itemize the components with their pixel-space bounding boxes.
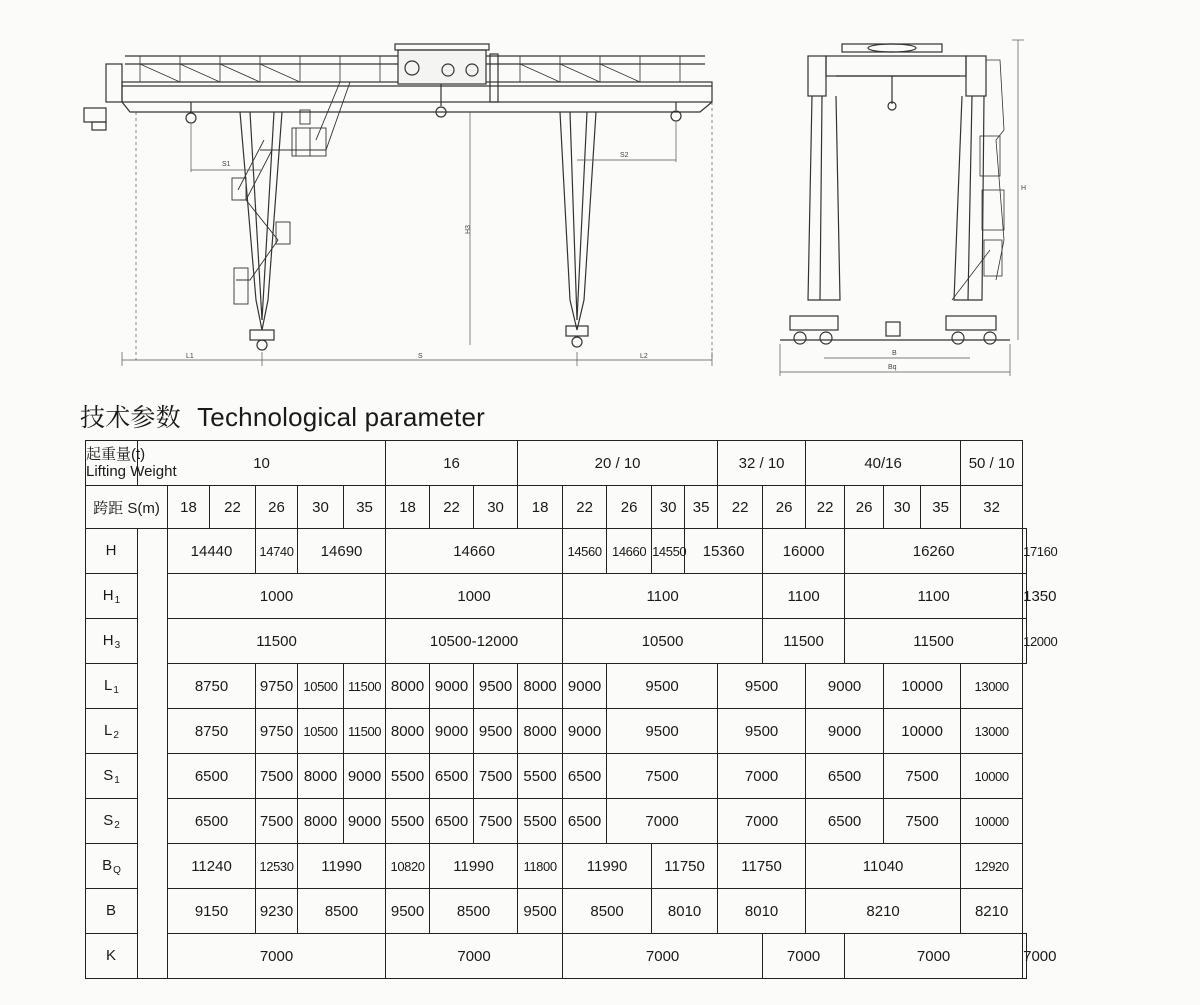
value-cell: 13000 <box>961 709 1023 754</box>
value-cell: 11990 <box>430 844 518 889</box>
value-cell: 10000 <box>884 709 961 754</box>
value-cell: 14440 <box>168 529 256 574</box>
lifting-weight-header <box>86 441 177 486</box>
value-cell: 11750 <box>652 844 718 889</box>
dim-s2-label: S2 <box>620 152 629 159</box>
value-cell: 6500 <box>806 799 884 844</box>
span-cell: 30 <box>298 486 344 529</box>
span-cell: 30 <box>652 486 685 529</box>
group-header: 50 / 10 <box>961 441 1023 486</box>
value-cell: 8500 <box>430 889 518 934</box>
value-cell: 1100 <box>763 574 845 619</box>
value-cell: 11990 <box>298 844 386 889</box>
span-cell: 32 <box>961 486 1023 529</box>
param-label: H <box>86 529 138 574</box>
table-row <box>86 754 1027 799</box>
value-cell: 1100 <box>563 574 763 619</box>
value-cell: 9500 <box>474 664 518 709</box>
table-row <box>86 709 1027 754</box>
span-cell: 22 <box>430 486 474 529</box>
span-cell: 22 <box>210 486 256 529</box>
param-label: $S_1$ <box>86 754 138 799</box>
span-cell: 35 <box>921 486 961 529</box>
value-cell: 9500 <box>718 664 806 709</box>
table-row <box>86 574 1027 619</box>
value-cell: 16260 <box>845 529 1023 574</box>
value-cell: 10500-12000 <box>386 619 563 664</box>
span-cell: 26 <box>763 486 806 529</box>
span-cell: 22 <box>718 486 763 529</box>
value-cell: 8210 <box>806 889 961 934</box>
value-cell: 8000 <box>518 664 563 709</box>
span-row <box>86 486 1027 529</box>
value-cell: 10820 <box>386 844 430 889</box>
value-cell: 7500 <box>884 754 961 799</box>
value-cell: 14660 <box>386 529 563 574</box>
dim-s-label: S <box>418 353 423 360</box>
value-cell: 8000 <box>298 754 344 799</box>
value-cell: 10000 <box>884 664 961 709</box>
value-cell: 12920 <box>961 844 1023 889</box>
span-cell: 18 <box>168 486 210 529</box>
table-row <box>86 844 1027 889</box>
value-cell: 9500 <box>386 889 430 934</box>
value-cell: 1100 <box>845 574 1023 619</box>
value-cell: 9750 <box>256 664 298 709</box>
value-cell: 16000 <box>763 529 845 574</box>
param-label: $L_2$ <box>86 709 138 754</box>
table-row <box>86 619 1027 664</box>
group-header: 10 <box>138 441 386 486</box>
group-header: 40/16 <box>806 441 961 486</box>
table-row <box>86 934 1027 979</box>
value-cell: 14660 <box>607 529 652 574</box>
value-cell: 7000 <box>763 934 845 979</box>
value-cell: 7500 <box>474 754 518 799</box>
group-header: 20 / 10 <box>518 441 718 486</box>
value-cell: 8500 <box>563 889 652 934</box>
value-cell: 8750 <box>168 709 256 754</box>
value-cell: 11500 <box>763 619 845 664</box>
value-cell: 7000 <box>607 799 718 844</box>
param-label: B <box>86 889 138 934</box>
value-cell: 5500 <box>386 754 430 799</box>
value-cell: 11500 <box>168 619 386 664</box>
value-cell: 14690 <box>298 529 386 574</box>
value-cell: 9500 <box>518 889 563 934</box>
param-label: $B_Q$ <box>86 844 138 889</box>
param-label: $H_1$ <box>86 574 138 619</box>
side-view <box>780 40 1026 376</box>
span-cell: 30 <box>884 486 921 529</box>
span-cell: 26 <box>607 486 652 529</box>
value-cell: 8010 <box>718 889 806 934</box>
value-cell: 9230 <box>256 889 298 934</box>
span-cell: 26 <box>256 486 298 529</box>
value-cell: 11040 <box>806 844 961 889</box>
value-cell: 9500 <box>474 709 518 754</box>
crane-drawing <box>0 0 1200 395</box>
param-label: $H_3$ <box>86 619 138 664</box>
parameter-table <box>85 440 1058 979</box>
value-cell: 8000 <box>386 664 430 709</box>
value-cell: 9000 <box>563 709 607 754</box>
value-cell: 9000 <box>806 664 884 709</box>
table-row <box>86 889 1027 934</box>
value-cell: 7500 <box>474 799 518 844</box>
value-cell: 11800 <box>518 844 563 889</box>
value-cell: 15360 <box>685 529 763 574</box>
value-cell: 9500 <box>607 664 718 709</box>
param-label: $S_2$ <box>86 799 138 844</box>
heading-zh: 技术参数 <box>80 403 181 432</box>
dim-s1-label: S1 <box>222 161 231 168</box>
value-cell: 10000 <box>961 754 1023 799</box>
group-header: 32 / 10 <box>718 441 806 486</box>
value-cell: 6500 <box>806 754 884 799</box>
lifting-weight-label-zh: 起重量(t) <box>86 446 146 463</box>
spacer-column <box>138 529 168 979</box>
value-cell: 9150 <box>168 889 256 934</box>
value-cell: 9000 <box>344 754 386 799</box>
value-cell: 6500 <box>430 799 474 844</box>
value-cell: 6500 <box>168 799 256 844</box>
value-cell: 8000 <box>386 709 430 754</box>
value-cell: 9000 <box>344 799 386 844</box>
value-cell: 7500 <box>884 799 961 844</box>
value-cell: 10500 <box>298 709 344 754</box>
lifting-weight-label-en: Lifting Weight <box>86 463 177 480</box>
span-cell: 30 <box>474 486 518 529</box>
value-cell: 6500 <box>563 799 607 844</box>
param-label: K <box>86 934 138 979</box>
value-cell: 11500 <box>845 619 1023 664</box>
value-cell: 8010 <box>652 889 718 934</box>
span-header: 跨距 S(m) <box>86 486 168 529</box>
value-cell: 9000 <box>563 664 607 709</box>
value-cell: 10500 <box>563 619 763 664</box>
value-cell: 11240 <box>168 844 256 889</box>
value-cell: 11500 <box>344 664 386 709</box>
value-cell: 6500 <box>563 754 607 799</box>
span-cell: 22 <box>563 486 607 529</box>
value-cell: 8210 <box>961 889 1023 934</box>
dim-l1-label: L1 <box>186 353 194 360</box>
dim-b-label: B <box>892 350 897 357</box>
value-cell: 9750 <box>256 709 298 754</box>
value-cell: 7000 <box>845 934 1023 979</box>
value-cell: 17160 <box>1023 529 1027 574</box>
dim-h-label: H <box>1021 185 1027 192</box>
value-cell: 5500 <box>386 799 430 844</box>
value-cell: 9000 <box>430 664 474 709</box>
value-cell: 6500 <box>430 754 474 799</box>
value-cell: 7000 <box>718 754 806 799</box>
value-cell: 10000 <box>961 799 1023 844</box>
value-cell: 1000 <box>168 574 386 619</box>
value-cell: 11750 <box>718 844 806 889</box>
value-cell: 11500 <box>344 709 386 754</box>
value-cell: 7000 <box>168 934 386 979</box>
value-cell: 7000 <box>563 934 763 979</box>
value-cell: 9000 <box>806 709 884 754</box>
value-cell: 1000 <box>386 574 563 619</box>
value-cell: 9500 <box>718 709 806 754</box>
value-cell: 7000 <box>1023 934 1027 979</box>
value-cell: 11990 <box>563 844 652 889</box>
value-cell: 8000 <box>518 709 563 754</box>
span-cell: 26 <box>845 486 884 529</box>
value-cell: 8750 <box>168 664 256 709</box>
group-header: 16 <box>386 441 518 486</box>
value-cell: 13000 <box>961 664 1023 709</box>
heading-en: Technological parameter <box>197 402 485 432</box>
value-cell: 1350 <box>1023 574 1027 619</box>
span-cell: 18 <box>386 486 430 529</box>
value-cell: 9500 <box>607 709 718 754</box>
value-cell: 7500 <box>256 754 298 799</box>
table-row <box>86 529 1027 574</box>
front-view <box>84 44 712 366</box>
span-cell: 35 <box>344 486 386 529</box>
value-cell: 12530 <box>256 844 298 889</box>
value-cell: 7500 <box>607 754 718 799</box>
section-heading <box>80 398 485 434</box>
span-cell: 22 <box>806 486 845 529</box>
value-cell: 14740 <box>256 529 298 574</box>
value-cell: 8500 <box>298 889 386 934</box>
value-cell: 6500 <box>168 754 256 799</box>
value-cell: 9000 <box>430 709 474 754</box>
value-cell: 5500 <box>518 799 563 844</box>
dim-l2-label: L2 <box>640 353 648 360</box>
value-cell: 10500 <box>298 664 344 709</box>
param-label: $L_1$ <box>86 664 138 709</box>
value-cell: 8000 <box>298 799 344 844</box>
lifting-weight-row <box>86 441 1027 486</box>
value-cell: 12000 <box>1023 619 1027 664</box>
dim-h3-label: H3 <box>465 225 472 234</box>
dim-bq-label: Bq <box>888 364 897 371</box>
value-cell: 7500 <box>256 799 298 844</box>
table-row <box>86 799 1027 844</box>
value-cell: 14550 <box>652 529 685 574</box>
value-cell: 7000 <box>386 934 563 979</box>
span-cell: 35 <box>685 486 718 529</box>
value-cell: 5500 <box>518 754 563 799</box>
span-cell: 18 <box>518 486 563 529</box>
value-cell: 14560 <box>563 529 607 574</box>
table-row <box>86 664 1027 709</box>
value-cell: 7000 <box>718 799 806 844</box>
